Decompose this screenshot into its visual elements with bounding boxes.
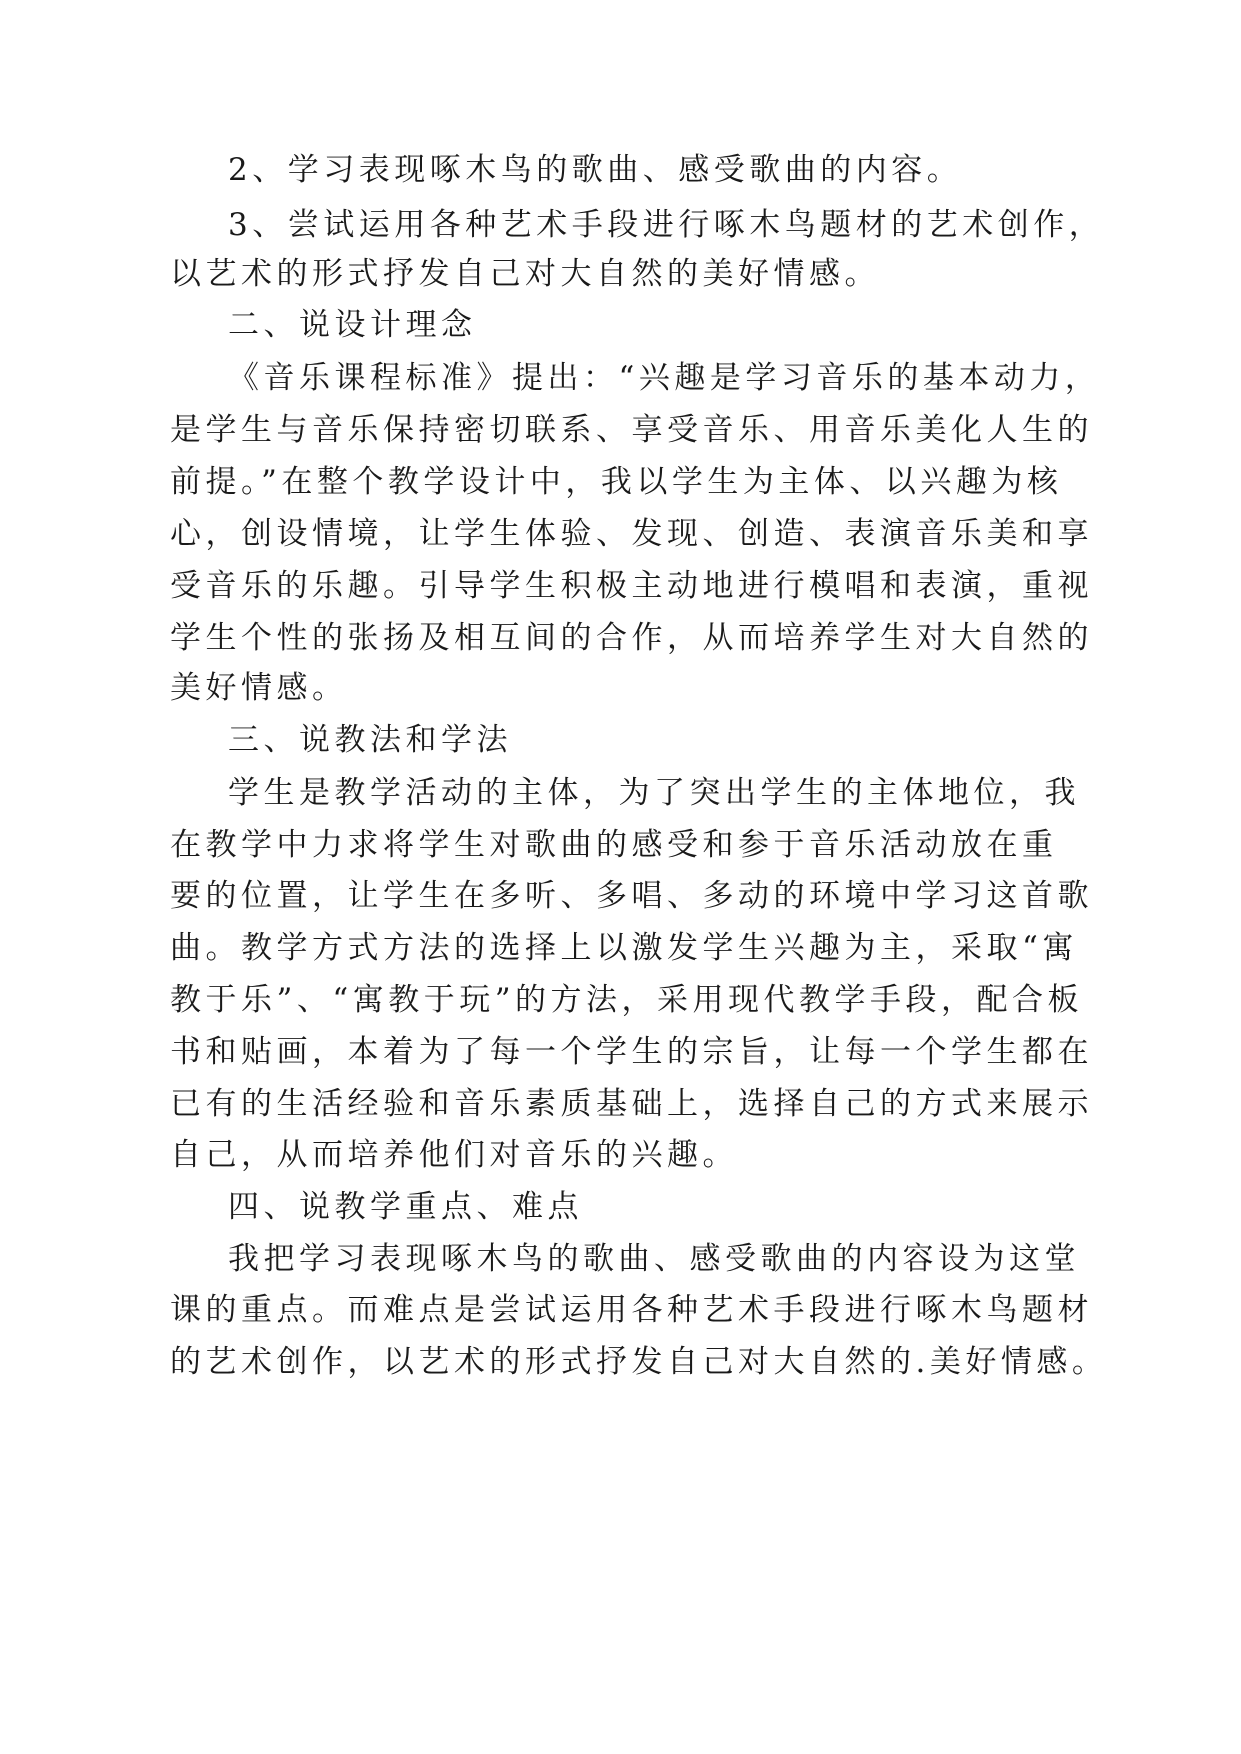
text-line: 学生个性的张扬及相互间的合作，从而培养学生对大自然的 [170,620,1093,656]
text-line: 要的位置，让学生在多听、多唱、多动的环境中学习这首歌 [170,878,1093,914]
section-heading: 四、说教学重点、难点 [228,1189,583,1225]
text-line: 以艺术的形式抒发自己对大自然的美好情感。 [170,256,880,292]
text-line: 2、学习表现啄木鸟的歌曲、感受歌曲的内容。 [228,152,963,188]
section-heading: 二、说设计理念 [228,307,477,343]
text-line: 心，创设情境，让学生体验、发现、创造、表演音乐美和享 [170,516,1093,552]
text-line: 3、尝试运用各种艺术手段进行啄木鸟题材的艺术创作， [228,207,1105,243]
text-line: 前提。”在整个教学设计中，我以学生为主体、以兴趣为核 [170,464,1063,500]
text-line: 已有的生活经验和音乐素质基础上，选择自己的方式来展示 [170,1086,1093,1122]
text-line: 课的重点。而难点是尝试运用各种艺术手段进行啄木鸟题材 [170,1292,1093,1328]
text-line: 自己，从而培养他们对音乐的兴趣。 [170,1137,738,1173]
text-line: 学生是教学活动的主体，为了突出学生的主体地位，我 [228,775,1080,811]
text-line: 受音乐的乐趣。引导学生积极主动地进行模唱和表演，重视 [170,568,1093,604]
text-line: 是学生与音乐保持密切联系、享受音乐、用音乐美化人生的 [170,412,1093,448]
text-line: 的艺术创作，以艺术的形式抒发自己对大自然的.美好情感。 [170,1344,1108,1380]
text-line: 书和贴画，本着为了每一个学生的宗旨，让每一个学生都在 [170,1034,1093,1070]
text-line: 美好情感。 [170,670,348,706]
text-line: 在教学中力求将学生对歌曲的感受和参于音乐活动放在重 [170,827,1058,863]
text-line: 曲。教学方式方法的选择上以激发学生兴趣为主，采取“寓 [170,930,1078,966]
text-line: 我把学习表现啄木鸟的歌曲、感受歌曲的内容设为这堂 [228,1241,1080,1277]
section-heading: 三、说教法和学法 [228,722,512,758]
text-line: 教于乐”、“寓教于玩”的方法，采用现代教学手段，配合板 [170,982,1084,1018]
text-line: 《音乐课程标准》提出：“兴趣是学习音乐的基本动力， [228,360,1101,396]
